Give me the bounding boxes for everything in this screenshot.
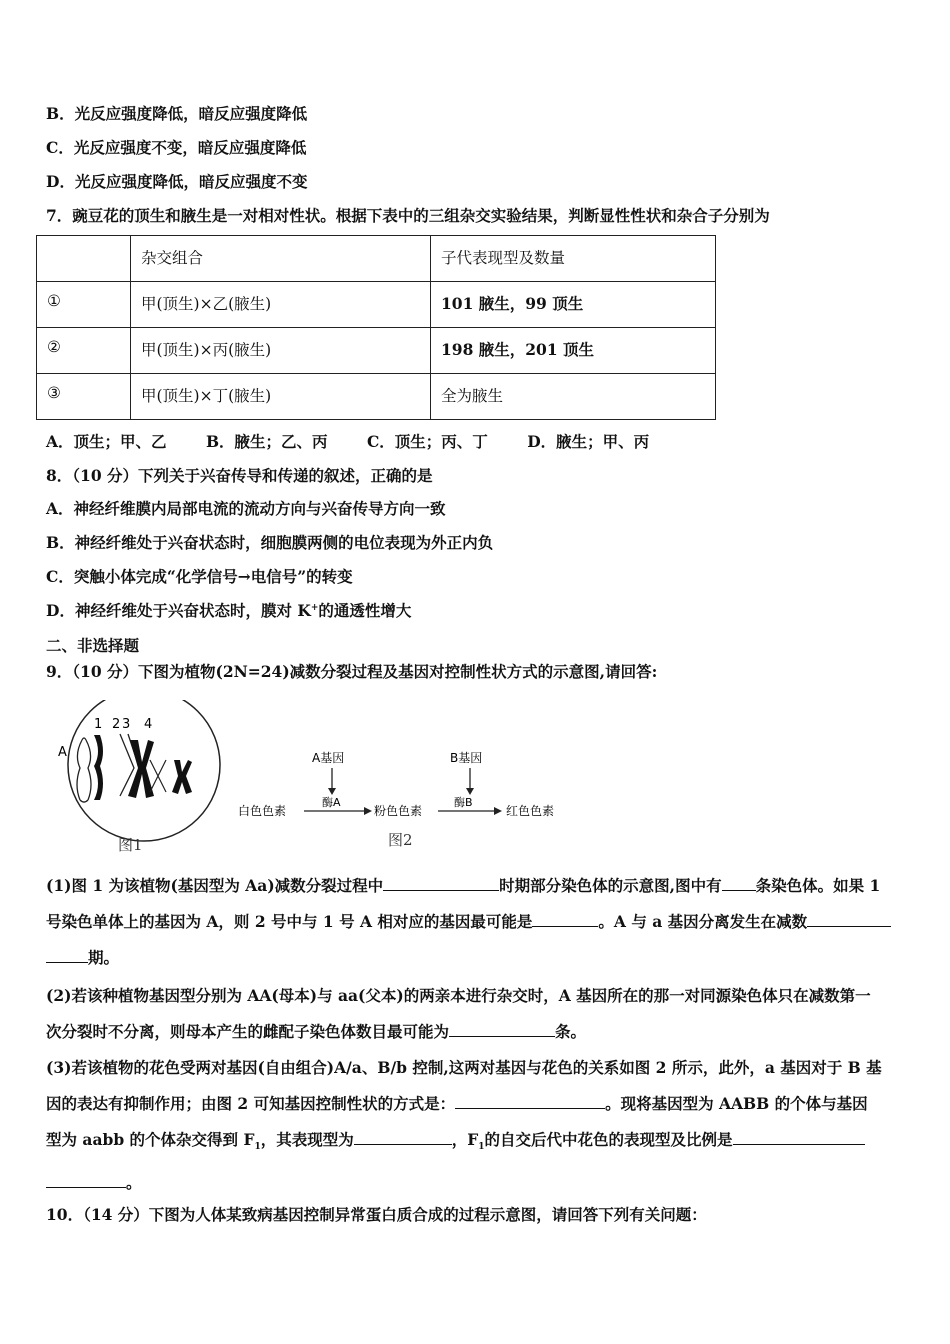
red-pigment: 红色色素	[506, 804, 555, 818]
q7-options	[46, 430, 683, 452]
answer-blank	[449, 1022, 555, 1037]
table-cell: 101 腋生，99 顶生	[431, 282, 716, 328]
text: 型为 aabb 的个体杂交得到 F	[46, 1130, 255, 1149]
pink-pigment: 粉色色素	[374, 804, 423, 818]
table-header-row	[37, 236, 716, 282]
table-cell: 全为腋生	[431, 374, 716, 420]
chromosome-filled	[172, 760, 192, 794]
chromatid-number-2: 2	[112, 717, 121, 732]
q6-option-d: D．光反应强度降低，暗反应强度不变	[46, 172, 308, 191]
table-row	[37, 282, 716, 328]
table-cell: ③	[37, 374, 131, 420]
text: 号染色单体上的基因为 A，则 2 号中与 1 号 A 相对应的基因最可能是	[46, 912, 533, 931]
enzyme-a-label: 酶A	[322, 796, 341, 809]
answer-blank	[455, 1094, 605, 1109]
table-cell	[37, 236, 131, 282]
chromatid-number-3: 3	[122, 717, 131, 732]
chromatid-number-4: 4	[144, 717, 153, 732]
figure-1-cell	[58, 700, 220, 854]
text: 条。	[555, 1022, 587, 1041]
answer-blank	[46, 1173, 126, 1188]
table-cell: 甲(顶生)×丙(腋生)	[131, 328, 431, 374]
gene-b-label: B基因	[450, 751, 483, 765]
section-title: 二、非选择题	[46, 636, 140, 655]
text: ，其表现型为	[260, 1130, 354, 1149]
answer-blank	[532, 912, 598, 927]
answer-blank	[383, 876, 499, 891]
text: 条染色体。如果 1	[755, 876, 881, 895]
text: 的自交后代中花色的表现型及比例是	[484, 1130, 733, 1149]
chromosome-filled	[128, 740, 154, 798]
answer-blank	[733, 1130, 865, 1145]
q9-part-2	[46, 978, 906, 1050]
text: (1)图 1 为该植物(基因型为 Aa)减数分裂过程中	[46, 876, 384, 895]
q6-option-b: B．光反应强度降低，暗反应强度降低	[46, 104, 308, 123]
table-row	[37, 328, 716, 374]
gene-label-a: A	[58, 745, 67, 760]
gene-a-label: A基因	[312, 751, 345, 765]
answer-blank	[807, 912, 891, 927]
table-row	[37, 374, 716, 420]
answer-blank	[46, 948, 88, 963]
text: 因的表达有抑制作用；由图 2 可知基因控制性状的方式是：	[46, 1094, 456, 1113]
text: 期。	[88, 948, 120, 967]
table-cell: 甲(顶生)×丁(腋生)	[131, 374, 431, 420]
text: 。现将基因型为 AABB 的个体与基因	[605, 1094, 868, 1113]
text: 次分裂时不分离，则母本产生的雌配子染色体数目最可能为	[46, 1022, 450, 1041]
table-cell: 甲(顶生)×乙(腋生)	[131, 282, 431, 328]
q7-option-c: C．顶生；丙、丁	[366, 432, 488, 451]
white-pigment: 白色色素	[238, 804, 287, 818]
q7-option-d: D．腋生；甲、丙	[527, 432, 650, 451]
q9-figures	[50, 700, 580, 860]
q8-option-a: A．神经纤维膜内局部电流的流动方向与兴奋传导方向一致	[46, 499, 446, 518]
q8-option-d-text: D．神经纤维处于兴奋状态时，膜对 K	[46, 601, 311, 620]
answer-blank	[722, 876, 756, 891]
q8-option-b: B．神经纤维处于兴奋状态时，细胞膜两侧的电位表现为外正内负	[46, 533, 494, 552]
chromosome-outline	[77, 738, 91, 802]
text: (2)若该种植物基因型分别为 AA(母本)与 aa(父本)的两亲本进行杂交时，A 基因所在的那一对同源染色体只在减数第一	[46, 986, 871, 1005]
table-cell: ①	[37, 282, 131, 328]
q8-option-c: C．突触小体完成“化学信号→电信号”的转变	[46, 567, 353, 586]
text: 时期部分染色体的示意图,图中有	[499, 876, 722, 895]
text: ，F	[451, 1130, 479, 1149]
text: 。	[126, 1173, 142, 1193]
table-cell: 杂交组合	[131, 236, 431, 282]
subscript: 1	[254, 1142, 261, 1153]
q7-option-b: B．腋生；乙、丙	[205, 432, 328, 451]
q10-stem: 10．（14 分）下图为人体某致病基因控制异常蛋白质合成的过程示意图，请回答下列有关问题：	[46, 1205, 707, 1224]
q9-part-3	[46, 1050, 906, 1201]
answer-blank	[354, 1130, 452, 1145]
figure-2-caption: 图2	[388, 831, 413, 849]
q7-stem: 7．豌豆花的顶生和腋生是一对相对性状。根据下表中的三组杂交实验结果，判断显性性状和杂合子分别为	[46, 206, 770, 225]
q9-stem: 9．（10 分）下图为植物(2N=24)减数分裂过程及基因对控制性状方式的示意图,请回答:	[46, 662, 658, 681]
text: 。A 与 a 基因分离发生在减数	[598, 912, 808, 931]
q7-table	[36, 235, 716, 420]
q8-option-d-text2: 的通透性增大	[318, 601, 412, 620]
figure-1-caption: 图1	[118, 836, 143, 854]
text: (3)若该植物的花色受两对基因(自由组合)A/a、B/b 控制,这两对基因与花色的关系如图 2 所示，此外，a 基因对于 B 基	[46, 1058, 882, 1077]
chromosome-filled	[94, 735, 103, 800]
enzyme-b-label: 酶B	[454, 796, 473, 809]
q8-option-d	[46, 599, 411, 621]
table-cell: 198 腋生，201 顶生	[431, 328, 716, 374]
superscript-plus: +	[310, 602, 319, 613]
chromatid-number-1: 1	[94, 717, 103, 732]
subscript: 1	[478, 1142, 485, 1153]
q6-option-c: C．光反应强度不变，暗反应强度降低	[46, 138, 307, 157]
chromosome-outline	[150, 760, 166, 792]
table-cell: ②	[37, 328, 131, 374]
q9-part-1	[46, 868, 906, 976]
table-cell: 子代表现型及数量	[431, 236, 716, 282]
figure-2-pathway	[238, 751, 554, 849]
q8-stem: 8．（10 分）下列关于兴奋传导和传递的叙述，正确的是	[46, 466, 433, 485]
q7-option-a: A．顶生；甲、乙	[46, 432, 167, 451]
